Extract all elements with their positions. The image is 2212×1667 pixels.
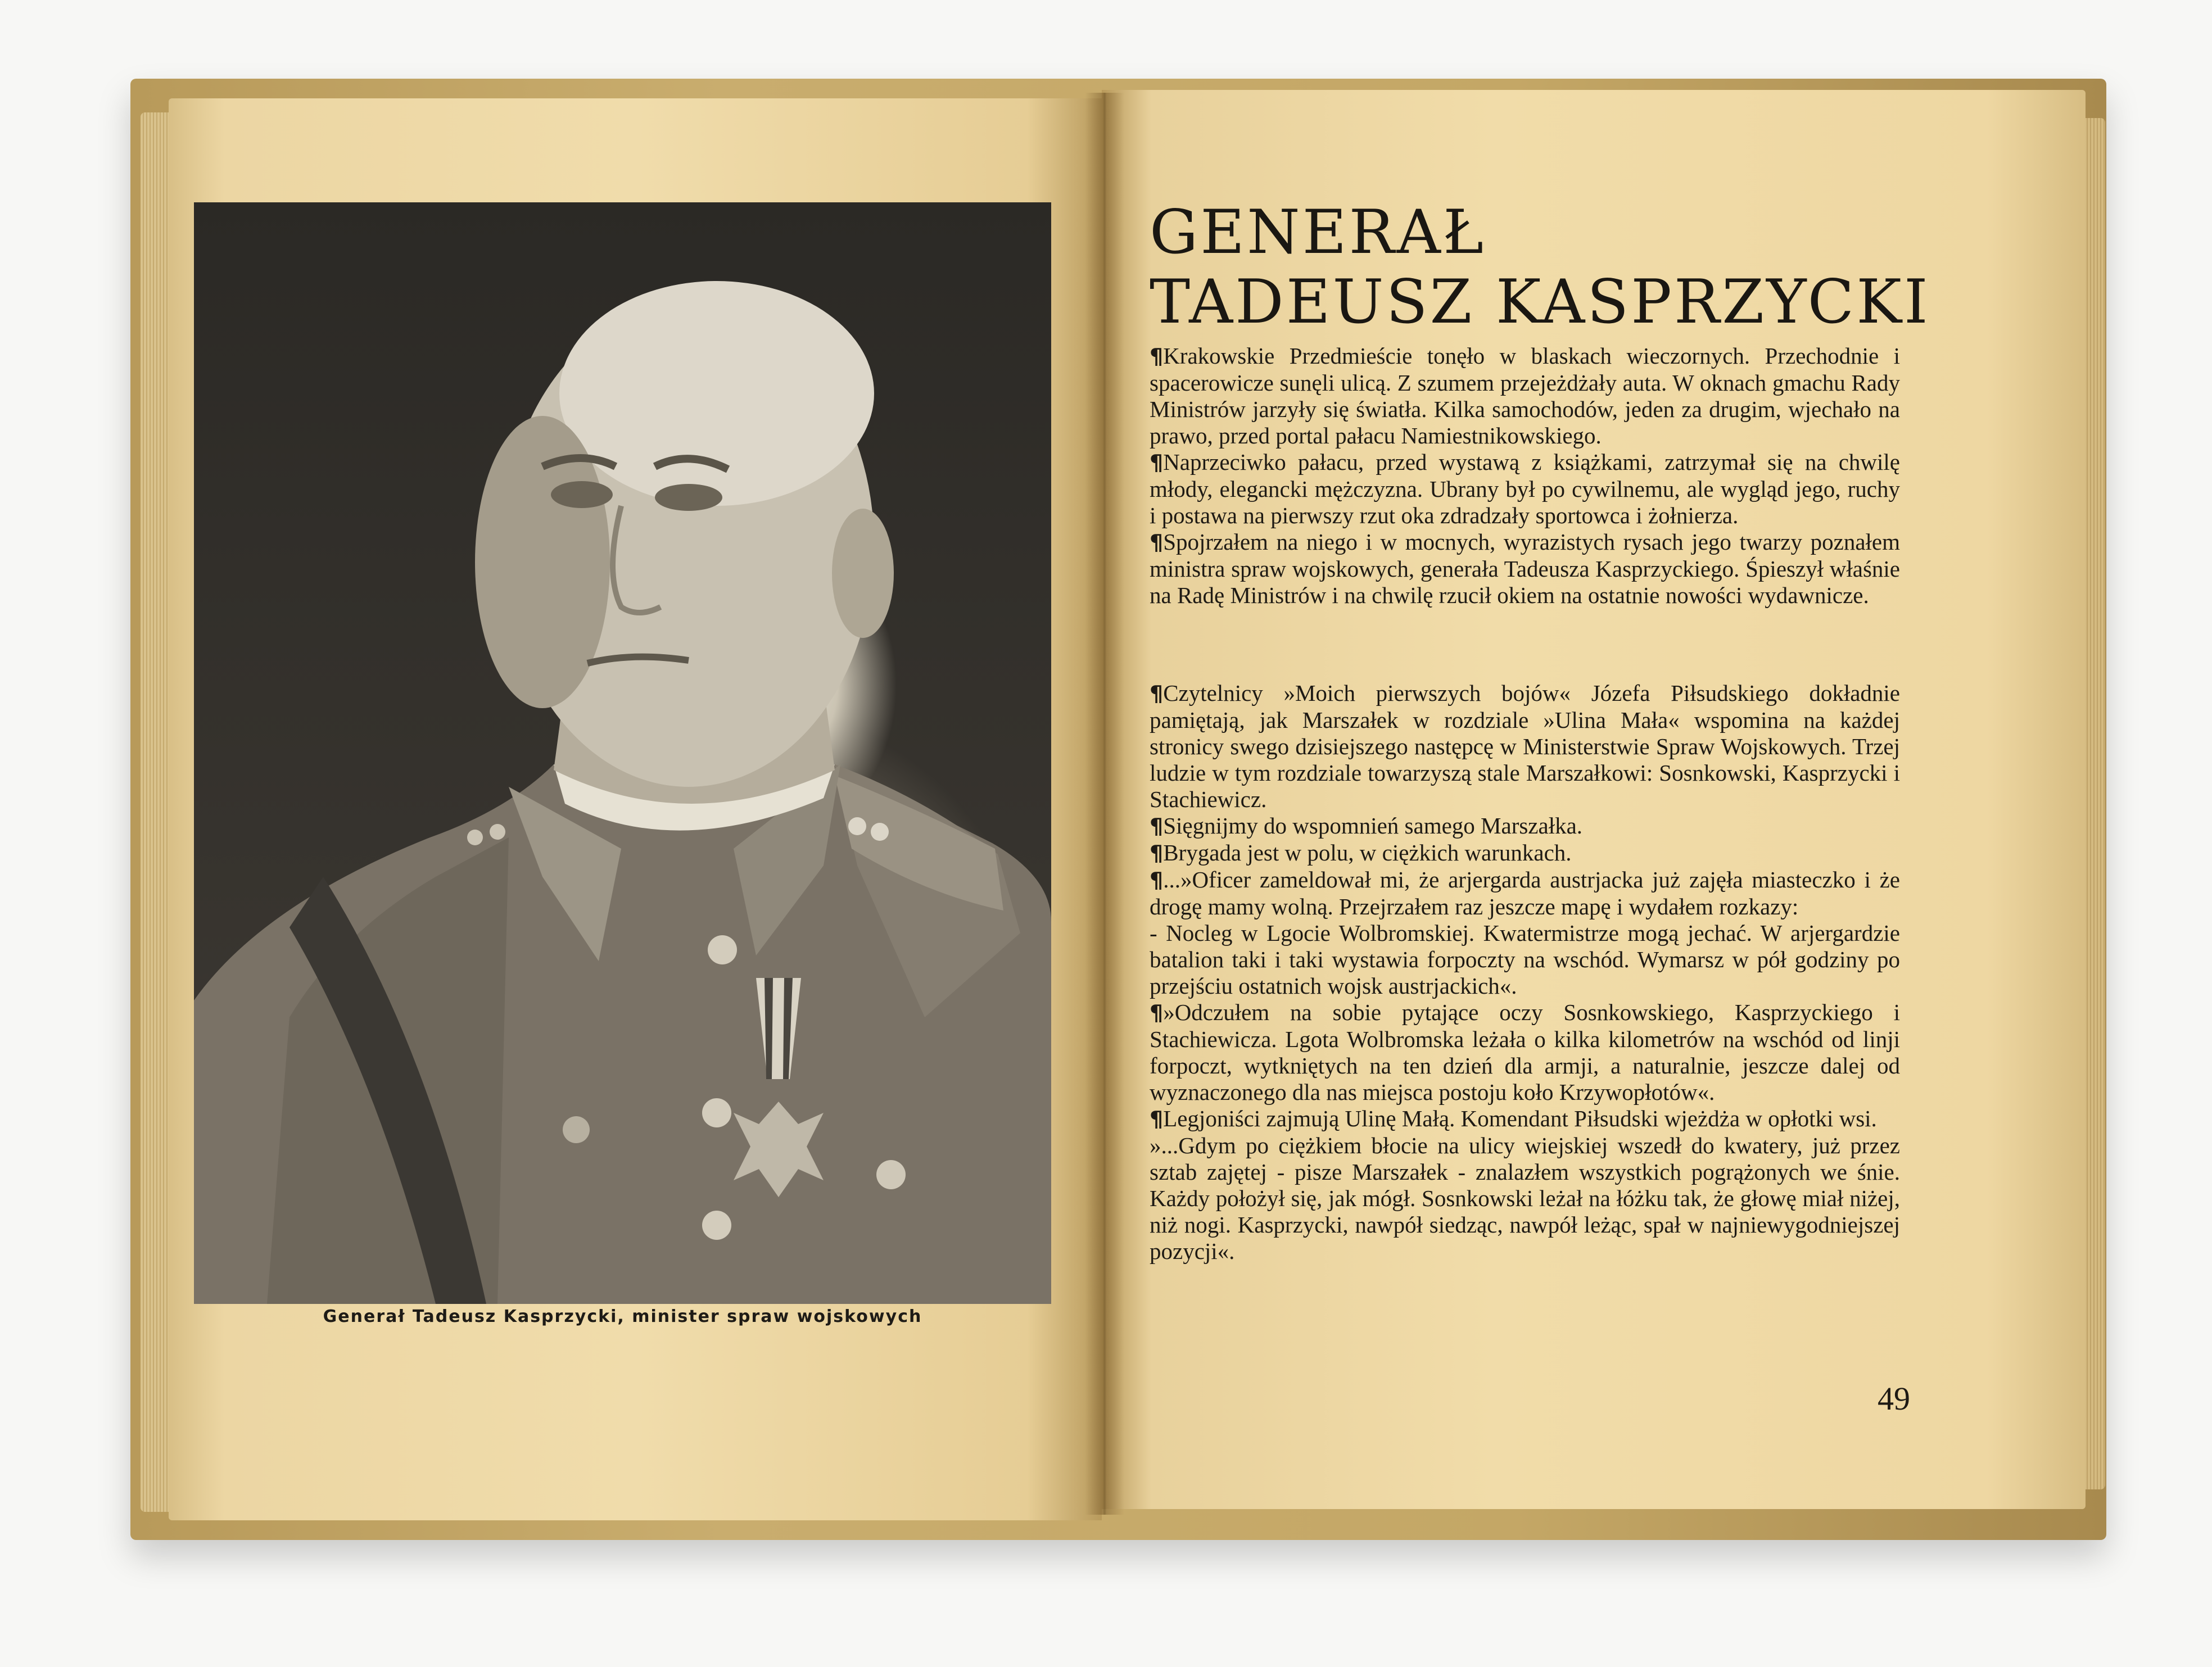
pilcrow-icon: ¶: [1150, 530, 1164, 555]
pilcrow-icon: ¶: [1150, 450, 1164, 475]
paragraph: ¶Naprzeciwko pałacu, przed wystawą z książkami, zatrzymał się na chwilę młody, elegancki mężczyzna. Ubrany był po cywilnemu, ale wygląd jego, ruchy i postawa na pierwszy rzut oka zdradzały sportowca i żołnierza.: [1150, 449, 1900, 528]
chapter-title: [1150, 197, 1930, 337]
book-gutter: [1085, 93, 1124, 1515]
pilcrow-icon: ¶: [1150, 344, 1164, 369]
pilcrow-icon: ¶: [1150, 1000, 1164, 1025]
page-number: 49: [1878, 1380, 1910, 1417]
chapter-title-line-1: GENERAŁ: [1150, 197, 1486, 268]
portrait-illustration: [194, 202, 1051, 1304]
paragraph: - Nocleg w Lgocie Wolbromskiej. Kwatermistrze mogą jechać. W arjergardzie batalion taki i taki wystawia forpoczty na wschód. Wymarsz w pół godziny po przejściu ostatnich wojsk austrjackich«.: [1150, 920, 1900, 999]
photo-caption: Generał Tadeusz Kasprzycki, minister spraw wojskowych: [323, 1307, 922, 1326]
paragraph: ¶Sięgnijmy do wspomnień samego Marszałka.: [1150, 813, 1583, 839]
pilcrow-icon: ¶: [1150, 814, 1164, 839]
pilcrow-icon: ¶: [1150, 1107, 1164, 1131]
text-section-2: [1150, 680, 1900, 1265]
pilcrow-icon: ¶: [1150, 868, 1164, 893]
pilcrow-icon: ¶: [1150, 841, 1164, 866]
pilcrow-icon: ¶: [1150, 681, 1164, 706]
paragraph: ¶Spojrzałem na niego i w mocnych, wyrazistych rysach jego twarzy poznałem ministra spraw wojskowych, generała Tadeusza Kasprzyckiego. Śpieszył właśnie na Radę Ministrów i na chwilę rzucił okiem na ostatnie nowości wydawnicze.: [1150, 529, 1900, 608]
text-section-1: [1150, 343, 1900, 609]
paragraph: ¶»Odczułem na sobie pytające oczy Sosnkowskiego, Kasprzyckiego i Stachiewicza. Lgota Wolbromska leżała o kilka kilometrów na wschód od linji forpoczt, wytkniętych na ten dzień dla armji, a naturalnie, jeszcze dalej od wyznaczonego dla nas miejsca postoju koło Krzywopłotów«.: [1150, 999, 1900, 1105]
chapter-title-line-2: TADEUSZ KASPRZYCKI: [1150, 267, 1930, 337]
paragraph: ¶Legjoniści zajmują Ulinę Małą. Komendant Piłsudski wjeżdża w opłotki wsi.: [1150, 1106, 1877, 1131]
portrait-photo: [194, 202, 1051, 1304]
paragraph: ¶Krakowskie Przedmieście tonęło w blaskach wieczornych. Przechodnie i spacerowicze sunęli ulicą. Z szumem przejeżdżały auta. W oknach gmachu Rady Ministrów jarzyły się światła. Kilka samochodów, jeden za drugim, wjechało na prawo, przed portal pałacu Namiestnikowskiego.: [1150, 343, 1900, 449]
paragraph: »...Gdym po ciężkiem błocie na ulicy wiejskiej wszedł do kwatery, już przez sztab zajętej - pisze Marszałek - znalazłem wszystkich pogrążonych we śnie. Każdy położył się, jak mógł. Sosnkowski leżał na łóżku tak, że głowę miał niżej, niż nogi. Kasprzycki, nawpół siedząc, nawpół leżąc, spał w najniewygodniejszej pozycji«.: [1150, 1133, 1900, 1264]
paragraph: ¶Czytelnicy »Moich pierwszych bojów« Józefa Piłsudskiego dokładnie pamiętają, jak Marszałek w rozdziale »Ulina Mała« wspomina na każdej stronicy swego dzisiejszego następcę w Ministerstwie Spraw Wojskowych. Trzej ludzie w tym rozdziale towarzyszą stale Marszałkowi: Sosnkowski, Kasprzycki i Stachiewicz.: [1150, 680, 1900, 812]
paragraph: ¶...»Oficer zameldował mi, że arjergarda austrjacka już zajęła miasteczko i że drogę mamy wolną. Przejrzałem raz jeszcze mapę i wydałem rozkazy:: [1150, 867, 1900, 919]
paragraph: ¶Brygada jest w polu, w ciężkich warunkach.: [1150, 840, 1572, 866]
